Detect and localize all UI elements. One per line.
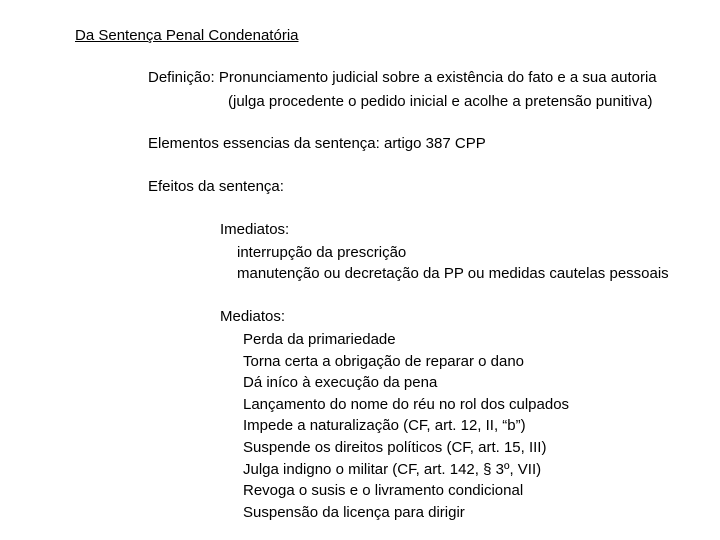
immediate-item: interrupção da prescrição: [237, 244, 407, 261]
immediate-heading: Imediatos:: [220, 221, 290, 238]
essential-elements: Elementos essencias da sentença: artigo 387 CPP: [148, 135, 486, 152]
immediate-item: manutenção ou decretação da PP ou medidas cautelas pessoais: [237, 265, 669, 282]
mediate-item: Revoga o susis e o livramento condicional: [243, 482, 524, 500]
mediate-item: Dá iníco à execução da pena: [243, 374, 438, 392]
mediate-item: Impede a naturalização (CF, art. 12, II, “b”): [243, 417, 526, 435]
definition-line-2: (julga procedente o pedido inicial e acolhe a pretensão punitiva): [228, 93, 653, 110]
page-title: Da Sentença Penal Condenatória: [75, 27, 299, 44]
mediate-item: Suspende os direitos políticos (CF, art. 15, III): [243, 438, 547, 456]
effects-heading: Efeitos da sentença:: [148, 178, 284, 195]
mediate-item: Suspensão da licença para dirigir: [243, 503, 465, 521]
mediate-heading: Mediatos:: [220, 308, 286, 325]
definition-line-1: Definição: Pronunciamento judicial sobre a existência do fato e a sua autoria: [148, 69, 657, 86]
mediate-item: Perda da primariedade: [243, 331, 396, 348]
mediate-list: [243, 329, 569, 523]
mediate-item: Julga indigno o militar (CF, art. 142, § 3º, VII): [243, 460, 542, 478]
mediate-item: Torna certa a obrigação de reparar o dano: [243, 352, 525, 370]
mediate-item: Lançamento do nome do réu no rol dos culpados: [243, 395, 570, 413]
